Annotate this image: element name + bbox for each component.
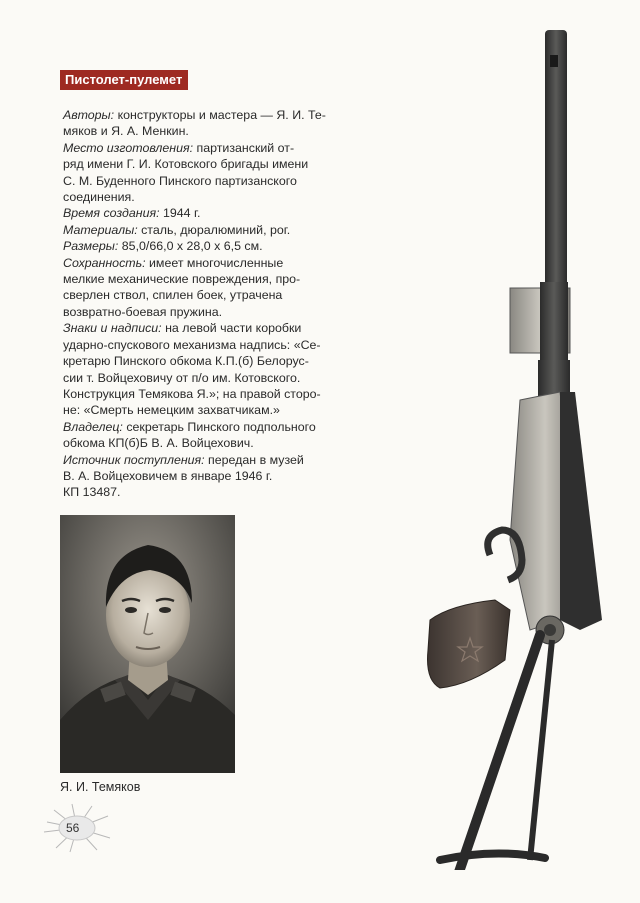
entry-label: Материалы: xyxy=(63,222,138,237)
entry-owner xyxy=(63,419,335,452)
entry-value: 85,0/66,0 х 28,0 х 6,5 см. xyxy=(118,239,263,254)
entry-authors xyxy=(63,107,335,140)
section-title: Пистолет-пулемет xyxy=(60,70,188,90)
entry-materials xyxy=(63,222,335,238)
portrait-photo xyxy=(60,515,235,773)
entry-label: Авторы: xyxy=(63,108,115,122)
entry-value: секретарь Пинского подпольного обкома КП(б)Б В. А. Войцехович. xyxy=(63,419,316,451)
entry-label: Размеры: xyxy=(63,239,119,254)
entry-provenance xyxy=(63,452,335,501)
entry-label: Владелец: xyxy=(63,419,123,434)
entry-value: на левой части коробки ударно-спускового механизма надпись: «Се- кретарю Пинского обкома К.П.(б) Белорус- сии т. Войцеховичу от п/о им. Котовского. Конструкция Темякова Я.»; на правой сторо- не: «Смерть немецким захватчикам.» xyxy=(63,321,321,418)
entry-dimensions xyxy=(63,238,335,254)
entry-condition xyxy=(63,255,335,321)
entry-label: Сохранность: xyxy=(63,255,146,270)
entry-place xyxy=(63,140,335,206)
portrait-image xyxy=(60,515,235,773)
entry-value: 1944 г. xyxy=(159,206,201,221)
page-number: 56 xyxy=(66,821,80,835)
entry-value: сталь, дюралюминий, рог. xyxy=(137,222,291,237)
entry-value: конструкторы и мастера — Я. И. Те- мяков и Я. А. Менкин. xyxy=(63,108,326,139)
entry-value: передан в музей В. А. Войцеховичем в январе 1946 г. КП 13487. xyxy=(63,452,304,500)
entry-value: партизанский от- ряд имени Г. И. Котовского бригады имени С. М. Буденного Пинского партизанского соединения. xyxy=(63,140,309,205)
submachine-gun-image xyxy=(410,20,615,870)
entry-label: Место изготовления: xyxy=(63,140,194,155)
page-number-ornament xyxy=(42,802,112,854)
catalog-description xyxy=(63,107,335,501)
entry-label: Источник поступления: xyxy=(63,452,205,467)
entry-date xyxy=(63,205,335,221)
entry-label: Знаки и надписи: xyxy=(63,321,162,336)
entry-inscriptions xyxy=(63,320,335,418)
entry-label: Время создания: xyxy=(63,206,160,221)
photo-caption: Я. И. Темяков xyxy=(60,780,141,794)
entry-value: имеет многочисленные мелкие механические повреждения, про- сверлен ствол, спилен боек, утрачена возвратно-боевая пружина. xyxy=(63,255,301,319)
